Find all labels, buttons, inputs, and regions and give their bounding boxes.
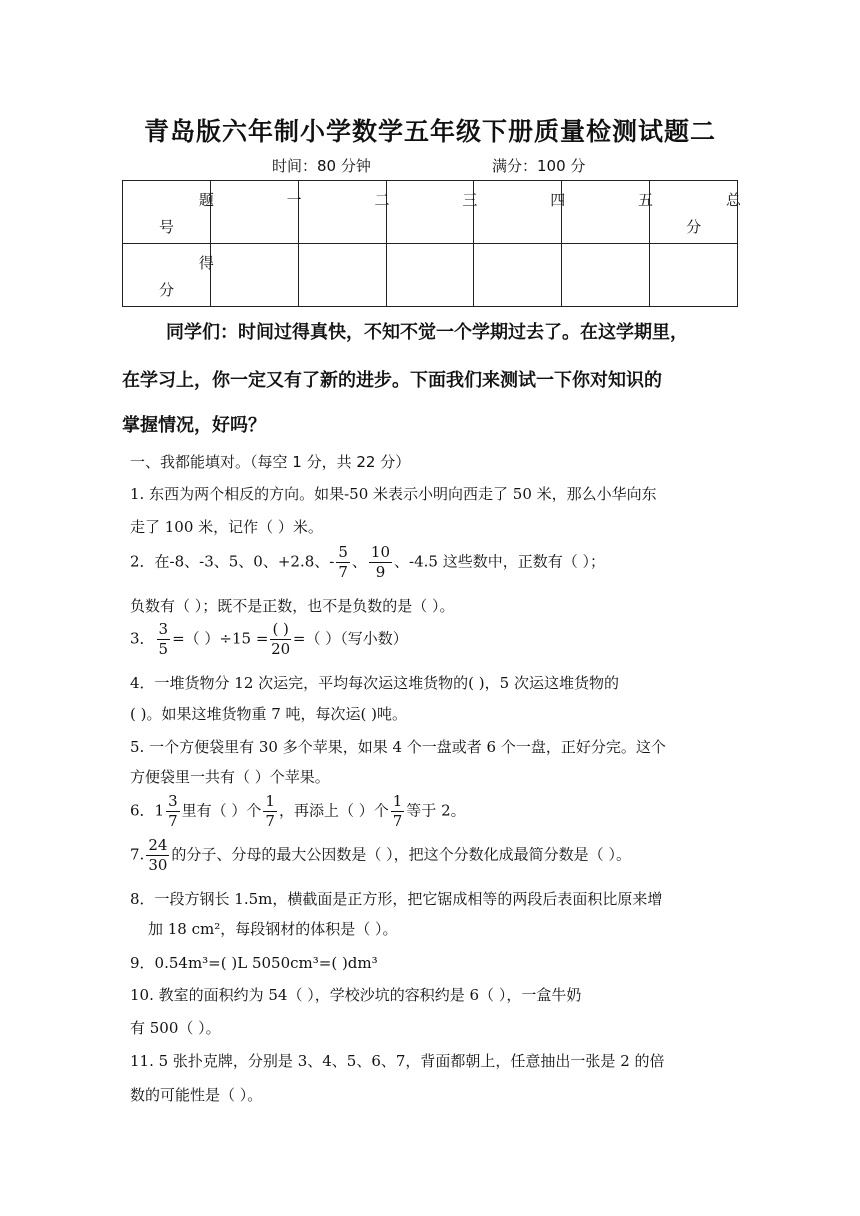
table-cell: 总 分 xyxy=(650,181,738,244)
table-cell xyxy=(386,244,474,307)
question-4-line-1: 4．一堆货物分 12 次运完，平均每次运这堆货物的( )，5 次运这堆货物的 xyxy=(130,674,619,692)
table-cell: 一 xyxy=(210,181,298,244)
question-10-line-2: 有 500（ ）。 xyxy=(130,1019,221,1037)
time-label: 时间：80 分钟 xyxy=(272,157,371,175)
fraction: $\frac{1}{7}$ xyxy=(265,792,275,830)
question-4-line-2: ( )。如果这堆货物重 7 吨，每次运( )吨。 xyxy=(130,705,408,723)
page-title: 青岛版六年制小学数学五年级下册质量检测试题二 xyxy=(143,117,716,146)
fraction: $\frac{24}{30}$ xyxy=(148,836,168,874)
table-cell: 五 xyxy=(562,181,650,244)
table-row xyxy=(123,244,738,307)
table-cell xyxy=(210,244,298,307)
question-11-line-2: 数的可能性是（ ）。 xyxy=(130,1086,263,1104)
score-label: 满分：100 分 xyxy=(492,157,586,175)
question-1-line-1: 1. 东西为两个相反的方向。如果-50 米表示小明向西走了 50 米，那么小华向东 xyxy=(130,485,657,503)
table-cell: 三 xyxy=(386,181,474,244)
fraction: $\frac{3}{7}$ xyxy=(168,792,178,830)
fraction: $\frac{1}{7}$ xyxy=(392,792,403,830)
fraction: $\frac{5}{7}$ xyxy=(338,543,348,581)
table-row xyxy=(123,181,738,244)
table-cell xyxy=(298,244,386,307)
question-5-line-2: 方便袋里一共有（ ）个苹果。 xyxy=(130,768,330,786)
question-6: 6．1 $\frac{3}{7}$ 里有（ ）个 $\frac{1}{7}$ ，再添上（ ）个 $\frac{1}{7}$ 等于 2。 xyxy=(130,792,466,830)
table-cell xyxy=(650,244,738,307)
question-2-line-1: 2．在-8、-3、5、0、+2.8、- $\frac{5}{7}$ 、 $\frac{10}{9}$ 、-4.5 这些数中，正数有（ ）； xyxy=(130,543,605,581)
question-3: 3． $\frac{3}{5}$ =（ ）÷15 = $\frac{( )}{20}$ =（ ）（写小数） xyxy=(130,620,408,658)
fraction: $\frac{( )}{20}$ xyxy=(271,620,291,658)
question-9: 9．0.54m³=( )L 5050cm³=( )dm³ xyxy=(130,954,378,972)
table-cell xyxy=(474,244,562,307)
question-8-line-1: 8．一段方钢长 1.5m，横截面是正方形，把它锯成相等的两段后表面积比原来增 xyxy=(130,890,663,908)
question-11-line-1: 11. 5 张扑克牌，分别是 3、4、5、6、7，背面都朝上，任意抽出一张是 2 的倍 xyxy=(130,1052,665,1070)
table-cell: 题 号 xyxy=(123,181,211,244)
table-cell: 得 分 xyxy=(123,244,211,307)
question-8-line-2: 加 18 cm²，每段钢材的体积是（ ）。 xyxy=(148,920,398,938)
question-5-line-1: 5. 一个方便袋里有 30 多个苹果，如果 4 个一盘或者 6 个一盘，正好分完。这个 xyxy=(130,738,666,756)
intro-line-3: 掌握情况，好吗？ xyxy=(122,415,266,436)
question-10-line-1: 10. 教室的面积约为 54（ ），学校沙坑的容积约是 6（ ），一盒牛奶 xyxy=(130,986,582,1004)
question-2-line-2: 负数有（ ）；既不是正数，也不是负数的是（ ）。 xyxy=(130,597,455,615)
intro-line-2: 在学习上，你一定又有了新的进步。下面我们来测试一下你对知识的 xyxy=(122,370,662,391)
intro-line-1: 同学们：时间过得真快，不知不觉一个学期过去了。在这学期里， xyxy=(166,322,688,343)
table-cell xyxy=(562,244,650,307)
question-1-line-2: 走了 100 米，记作（ ）米。 xyxy=(130,518,323,536)
fraction: $\frac{10}{9}$ xyxy=(370,543,391,581)
fraction: $\frac{3}{5}$ xyxy=(158,620,169,658)
section-heading: 一、我都能填对。（每空 1 分，共 22 分） xyxy=(130,453,411,471)
table-cell: 四 xyxy=(474,181,562,244)
score-table xyxy=(122,180,741,307)
table-cell: 二 xyxy=(298,181,386,244)
question-7: 7. $\frac{24}{30}$ 的分子、分母的最大公因数是（ ），把这个分数化成最简分数是（ ）。 xyxy=(130,836,631,874)
